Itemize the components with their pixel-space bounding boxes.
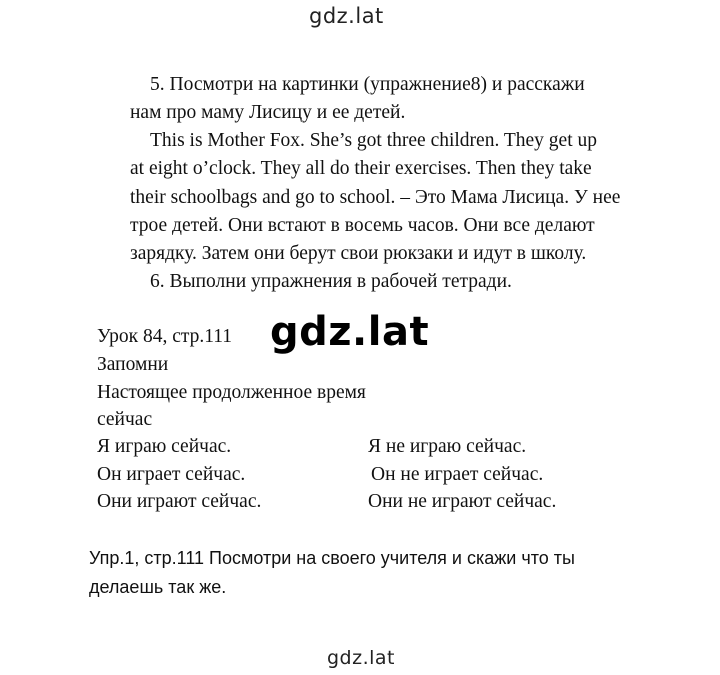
- task5-line-1: 5. Посмотри на картинки (упражнение8) и расскажи: [150, 74, 585, 95]
- task6-text: 6. Выполни упражнения в рабочей тетради.: [150, 271, 512, 292]
- example-positive-2: Он играет сейчас.: [97, 464, 246, 485]
- task5-line-5: their schoolbags and go to school. – Это Мама Лисица. У нее: [130, 187, 621, 208]
- lesson-heading: Урок 84, стр.111: [97, 326, 233, 347]
- now-word: сейчас: [97, 409, 153, 430]
- task5-line-6: трое детей. Они встают в восемь часов. Они все делают: [130, 215, 595, 236]
- example-negative-3: Они не играют сейчас.: [368, 491, 557, 512]
- example-positive-3: Они играют сейчас.: [97, 491, 262, 512]
- exercise1-line-2: делаешь так же.: [89, 577, 227, 597]
- example-negative-1: Я не играю сейчас.: [368, 436, 527, 457]
- tense-title: Настоящее продолженное время: [97, 382, 366, 403]
- remember-label: Запомни: [97, 354, 169, 375]
- task5-line-3: This is Mother Fox. She’s got three children. They get up: [150, 130, 597, 151]
- watermark-bottom: gdz.lat: [327, 647, 396, 669]
- watermark-top: gdz.lat: [309, 4, 384, 28]
- example-positive-1: Я играю сейчас.: [97, 436, 232, 457]
- task5-line-4: at eight o’clock. They all do their exercises. Then they take: [130, 158, 592, 179]
- task5-line-2: нам про маму Лисицу и ее детей.: [130, 102, 406, 123]
- task5-line-7: зарядку. Затем они берут свои рюкзаки и идут в школу.: [130, 243, 587, 264]
- exercise1-line-1: Упр.1, стр.111 Посмотри на своего учителя и скажи что ты: [89, 548, 575, 568]
- example-negative-2: Он не играет сейчас.: [371, 464, 544, 485]
- watermark-middle: gdz.lat: [270, 309, 430, 355]
